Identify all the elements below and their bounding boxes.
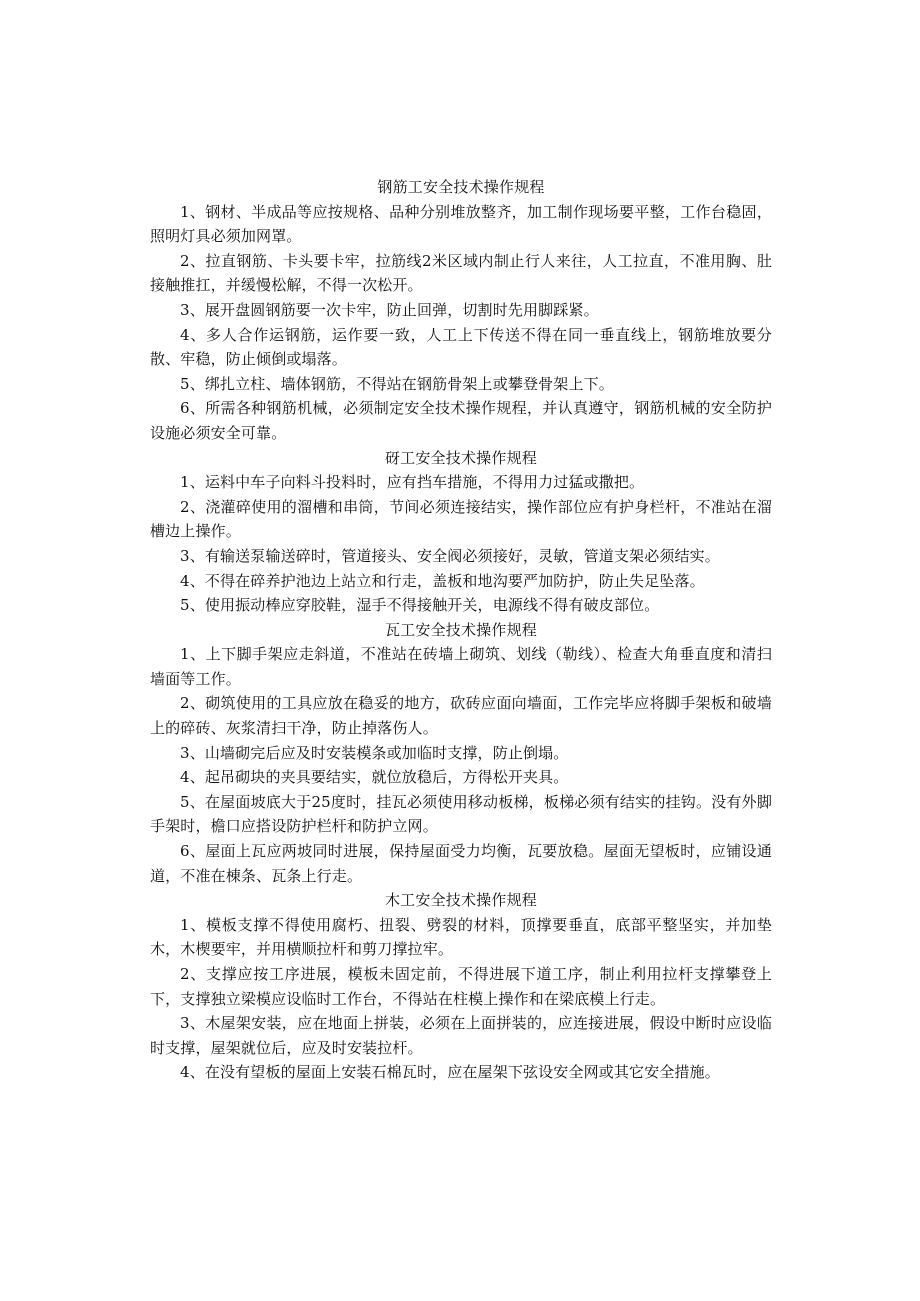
rule-item: 5、使用振动棒应穿胶鞋，湿手不得接触开关，电源线不得有破皮部位。 bbox=[180, 596, 660, 615]
rule-item: 2、砌筑使用的工具应放在稳妥的地方，砍砖应面向墙面，工作完毕应将脚手架板和破墙上的碎砖、灰浆清扫干净，防止掉落伤人。 bbox=[150, 694, 772, 738]
rule-item: 3、木屋架安装，应在地面上拼装，必须在上面拼装的，应连接进展，假设中断时应设临时支撑，屋架就位后，应及时安装拉杆。 bbox=[150, 1014, 772, 1057]
section-carpenter bbox=[150, 888, 772, 1085]
rule-item: 6、屋面上瓦应两坡同时进展，保持屋面受力均衡，瓦要放稳。屋面无望板时，应铺设通道，不准在棟条、瓦条上行走。 bbox=[150, 842, 772, 885]
section-title: 木工安全技术操作规程 bbox=[384, 891, 537, 910]
rule-item: 2、浇灌碎使用的溜槽和串筒，节间必须连接结实，操作部位应有护身栏杆，不准站在溜槽边上操作。 bbox=[150, 497, 772, 541]
rule-item: 4、在没有望板的屋面上安装石棉瓦时，应在屋架下弦设安全网或其它安全措施。 bbox=[180, 1063, 720, 1082]
rule-item: 3、展开盘圆钢筋要一次卡牢，防止回弹，切割时先用脚踩紧。 bbox=[180, 300, 599, 319]
rule-item: 3、有输送泵输送碎时，管道接头、安全阀必须接好，灵敏，管道支架必须结实。 bbox=[180, 546, 720, 565]
section-title: 钢筋工安全技术操作规程 bbox=[377, 178, 545, 196]
document-page bbox=[150, 175, 772, 1085]
section-bricklayer bbox=[150, 618, 772, 889]
rule-item: 1、钢材、半成品等应按规格、品种分别堆放整齐，加工制作现场要平整，工作台稳固，照明灯具必须加网罩。 bbox=[150, 202, 772, 246]
rule-item: 1、上下脚手架应走斜道，不准站在砖墙上砌筑、划线（勒线）、检查大角垂直度和清扫墙面等工作。 bbox=[150, 645, 772, 688]
section-steel-worker bbox=[150, 175, 772, 446]
rule-item: 5、绑扎立柱、墙体钢筋，不得站在钢筋骨架上或攀登骨架上下。 bbox=[180, 374, 614, 393]
rule-item: 1、模板支撑不得使用腐朽、扭裂、劈裂的材料，顶撑要垂直，底部平整坚实，并加垫木，木楔要牢，并用横顺拉杆和剪刀撑拉牢。 bbox=[150, 915, 772, 959]
section-title: 瓦工安全技术操作规程 bbox=[384, 620, 537, 639]
rule-item: 1、运料中车子向料斗投料时，应有挡车措施，不得用力过猛或撒把。 bbox=[180, 473, 645, 492]
rule-item: 5、在屋面坡底大于25度时，挂瓦必须使用移动板梯，板梯必须有结实的挂钩。没有外脚手架时，檐口应搭设防护栏杆和防护立网。 bbox=[150, 792, 772, 836]
rule-item: 4、不得在碎养护池边上站立和行走，盖板和地沟要严加防护，防止失足坠落。 bbox=[180, 571, 705, 590]
rule-item: 2、拉直钢筋、卡头要卡牢，拉筋线2米区域内制止行人来往，人工拉直，不准用胸、肚接触推扛，并缓慢松解，不得一次松开。 bbox=[150, 251, 772, 295]
rule-item: 2、支撑应按工序进展，模板未固定前，不得进展下道工序，制止利用拉杆支撑攀登上下，支撑独立梁模应设临时工作台，不得站在柱模上操作和在梁底模上行走。 bbox=[150, 965, 772, 1008]
rule-item: 4、多人合作运钢筋，运作要一致，人工上下传送不得在同一垂直线上，钢筋堆放要分散、牢稳，防止倾倒或塌落。 bbox=[150, 325, 772, 369]
section-title: 砑工安全技术操作规程 bbox=[384, 448, 537, 467]
section-concrete-worker bbox=[150, 446, 772, 618]
rule-item: 3、山墙砌完后应及时安装模条或加临时支撑，防止倒塌。 bbox=[180, 743, 569, 762]
rule-item: 4、起吊砌块的夹具要结实，就位放稳后，方得松开夹具。 bbox=[180, 768, 569, 787]
rule-item: 6、所需各种钢筋机械，必须制定安全技术操作规程，并认真遵守，钢筋机械的安全防护设施必须安全可靠。 bbox=[150, 399, 772, 442]
